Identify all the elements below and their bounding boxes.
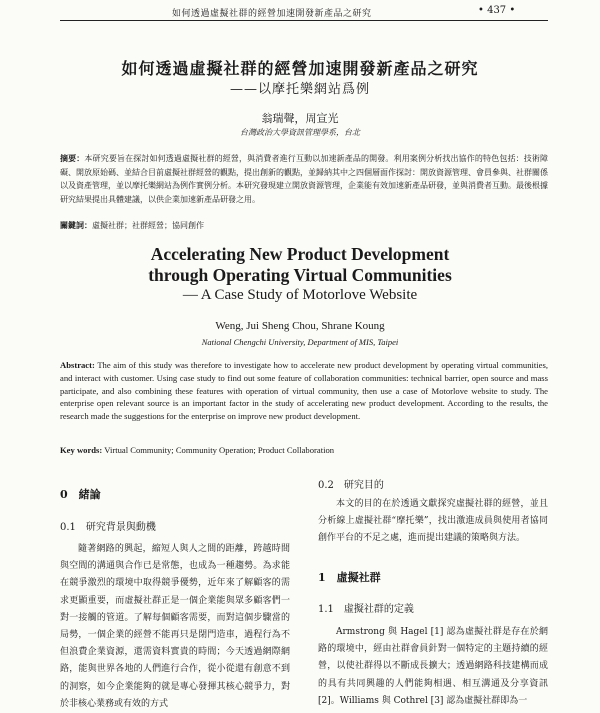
authors-zh: 翁瑞聲，周宣光 [261, 112, 339, 125]
abstract-zh-label: 摘要： [60, 153, 85, 163]
keywords-zh [60, 220, 204, 231]
header-rule [60, 20, 548, 21]
abstract-en-text: The aim of this study was therefore to investigate how to accelerate new product development by operating virtual communities, and interact with customer. Using case study to find out some feature of collaboration communities: technical barrier, open source and mass participate, and also combining these features with operation of virtual community, then use a case of Motorlove website to study. The enterprise open relevant source is an important factor in the study of accelerating new product development. According to the results, the research made the suggestions for the enterprise on improve new product development. [60, 360, 548, 422]
running-header [0, 0, 600, 20]
abstract-en-label: Abstract: [60, 360, 95, 370]
title-zh: 如何透過虛擬社群的經營加速開發新產品之研究 [121, 59, 479, 78]
section-1-1-heading: 1.1 虛擬社群的定義 [318, 604, 414, 615]
title-en-line1: Accelerating New Product Development [150, 244, 450, 264]
section-1-1-paragraph: Armstrong 與 Hagel [1] 認為虛擬社群是存在於網路的環境中，經由社群會員針對一個特定的主題持續的經營，以使社群得以不斷成長擴大；透過網路科技建構而成的具有共同興趣的人們能夠相遇、相互溝通及分享資訊 [2]。Williams 與 Cothrel [3] 認為虛擬社群即為一 [318, 627, 548, 706]
keywords-en-label: Key words: [60, 445, 103, 455]
section-0-heading: 0 緒論 [60, 488, 101, 501]
abstract-zh-text: 本研究要旨在探討如何透過虛擬社群的經營，與消費者進行互動以加速新產品的開發。利用案例分析找出協作的特色包括：技術障礙、開放原始碼、並結合目前虛擬社群經營的觀點，提出創新的觀點，並歸納其中之四個層面作探討：開放資源管理、會員參與、社群關係以及資產管理，並以摩托樂網站為例作實例分析。本研究發現建立開放資源管理，企業能有效加速新產品研發，並與消費者互動。最後根據研究結果提出具體建議，以供企業加速新產品研發之用。 [60, 154, 549, 204]
title-en-line2: through Operating Virtual Communities [148, 265, 452, 285]
section-0-2-body [318, 496, 548, 548]
section-0-1-paragraph: 隨著網路的興起，縮短人與人之間的距離，跨越時間與空間的溝通與合作已是常態，也成為一種趨勢。為求能在競爭激烈的環境中取得競爭優勢，近年來了解顧客的需求更顯重要，而虛擬社群正是一個企業能與眾多顧客們一對一接觸的管道。了解每個顧客需要，而對這個步驟當的局勢，一個企業的經營不能再只是閉門造車，過程行為不但浪費企業資源，還需資料實貴的時間；今天透過網際網路，能與世界各地的人們進行合作，從小從還有創意不到的洞察，如今企業能夠的就是專心發揮其核心競爭力，對於非核心業務或有效的方式 [60, 544, 290, 709]
section-0-2-heading: 0.2 研究目的 [318, 480, 384, 491]
section-1-heading: 1 虛擬社群 [318, 571, 381, 584]
affiliation-zh: 台灣政治大學資訊管理學系，台北 [240, 128, 360, 137]
section-0-1-body [60, 541, 290, 709]
abstract-en [60, 359, 548, 423]
affiliation-en: National Chengchi University, Department of MIS, Taipei [201, 337, 399, 347]
section-0-2-paragraph: 本文的目的在於透過文獻探究虛擬社群的經營，並且分析線上虛擬社群“摩托樂”，找出激進成員與使用者協同創作平台的不足之處，進而提出建議的策略與方法。 [318, 499, 548, 544]
keywords-en-text: Virtual Community; Community Operation; Product Collaboration [104, 445, 335, 455]
keywords-zh-text: 虛擬社群；社群經營；協同創作 [92, 221, 204, 230]
abstract-zh [60, 152, 548, 206]
page-number: • 437 • [478, 5, 516, 16]
section-0-1-heading: 0.1 研究背景與動機 [60, 522, 156, 533]
section-1-1-body [318, 624, 548, 706]
keywords-zh-label: 關鍵詞： [60, 220, 92, 230]
title-en-line3: — A Case Study of Motorlove Website [182, 287, 418, 303]
keywords-en [60, 445, 334, 455]
authors-en: Weng, Jui Sheng Chou, Shrane Koung [215, 320, 385, 332]
subtitle-zh: ——以摩托樂網站爲例 [229, 82, 370, 97]
running-header-title: 如何透過虛擬社群的經營加速開發新產品之研究 [172, 9, 372, 19]
